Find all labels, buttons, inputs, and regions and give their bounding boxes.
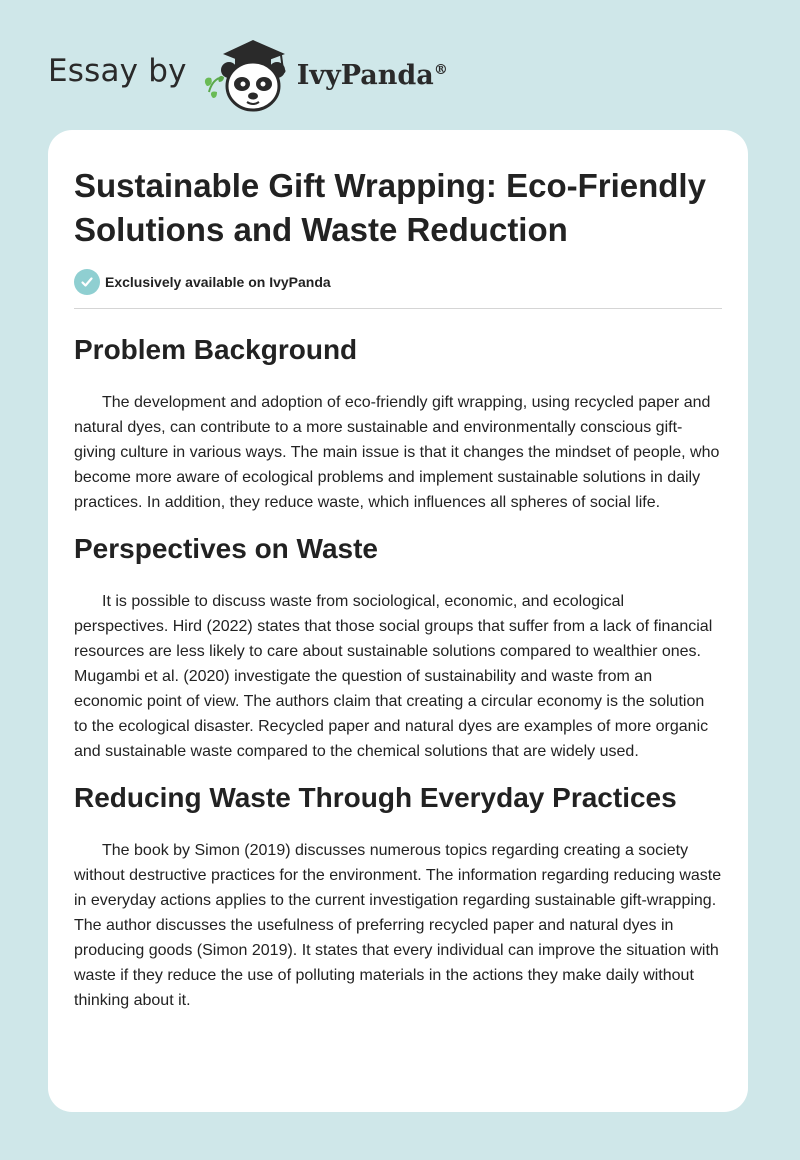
divider xyxy=(74,308,722,309)
brand-header[interactable] xyxy=(48,34,448,114)
article-card xyxy=(48,130,748,1112)
section-body-reducing-waste: The book by Simon (2019) discusses numerous topics regarding creating a society without destructive practices for the environment. The information regarding reducing waste in everyday actions applies to the current investigation regarding sustainable gift-wrapping. The author discusses the usefulness of preferring recycled paper and natural dyes in producing goods (Simon 2019). It states that every individual can improve the situation with waste if they reduce the use of polluting materials in the actions they make daily without thinking about it. xyxy=(74,842,722,1009)
panda-logo-icon xyxy=(201,34,293,114)
brand-prefix: Essay by xyxy=(48,53,187,89)
badge-label: Exclusively available on IvyPanda xyxy=(105,274,331,290)
exclusive-badge xyxy=(74,269,722,295)
section-heading-problem-background: Problem Background xyxy=(74,334,358,365)
section-heading-perspectives-on-waste: Perspectives on Waste xyxy=(74,533,378,564)
checkmark-icon xyxy=(74,269,100,295)
page-title: Sustainable Gift Wrapping: Eco-Friendly Solutions and Waste Reduction xyxy=(74,167,706,248)
brand-name: IvyPanda® xyxy=(296,59,448,91)
section-body-problem-background: The development and adoption of eco-friendly gift wrapping, using recycled paper and natural dyes, can contribute to a more sustainable and environmentally conscious gift-giving culture in various ways. The main issue is that it changes the mindset of people, who become more aware of ecological problems and implement sustainable solutions in daily practices. In addition, they reduce waste, which influences all spheres of social life. xyxy=(74,394,720,511)
section-body-perspectives-on-waste: It is possible to discuss waste from sociological, economic, and ecological perspectives. Hird (2022) states that those social groups that suffer from a lack of financial resources are less likely to care about sustainable solutions compared to wealthier ones. Mugambi et al. (2020) investigate the question of sustainability and waste from an economic point of view. The authors claim that creating a circular economy is the solution to the ecological disaster. Recycled paper and natural dyes are examples of more organic and sustainable waste compared to the chemical solutions that are widely used. xyxy=(74,593,713,760)
section-heading-reducing-waste: Reducing Waste Through Everyday Practices xyxy=(74,782,677,813)
